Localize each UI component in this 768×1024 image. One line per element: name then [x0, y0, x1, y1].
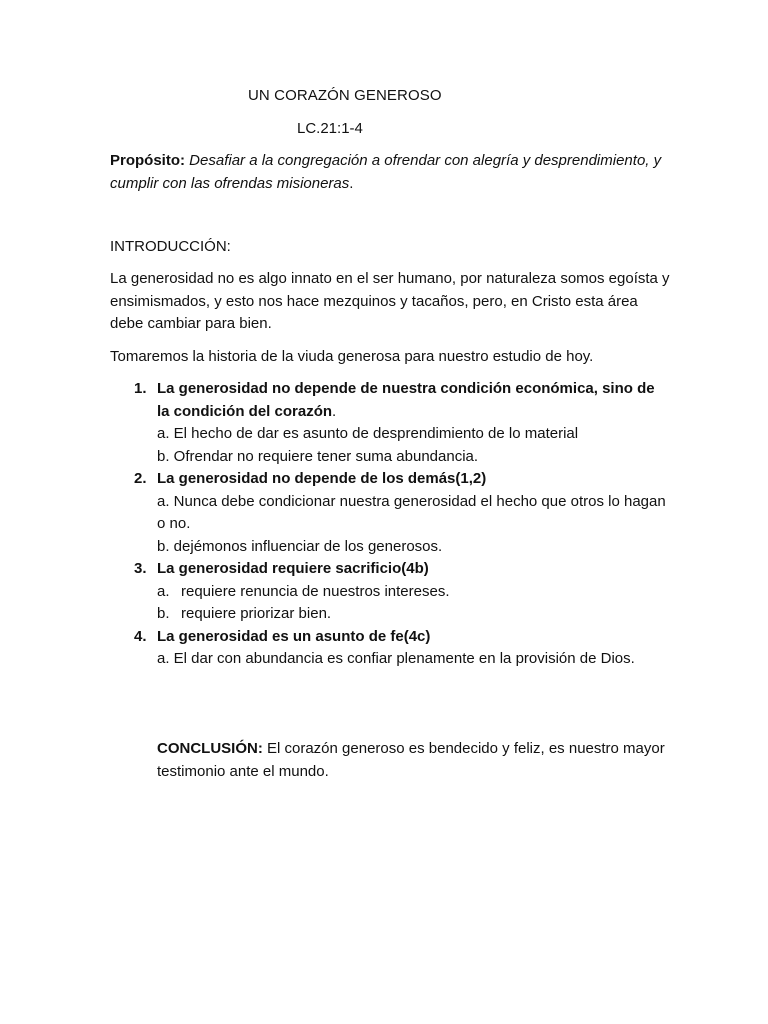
point-title: La generosidad no depende de los demás(1,2)	[157, 470, 487, 487]
purpose-label: Propósito:	[110, 152, 185, 169]
purpose-period: .	[349, 174, 354, 192]
conclusion-paragraph	[157, 738, 672, 783]
point-number: 3.	[134, 560, 147, 577]
list-item	[110, 468, 670, 558]
list-item	[110, 626, 670, 671]
sub-item	[157, 603, 670, 626]
sub-item: a. El hecho de dar es asunto de desprendimiento de lo material	[157, 425, 579, 442]
list-item	[110, 558, 670, 626]
sub-item: b. dejémonos influenciar de los generosos.	[157, 537, 443, 555]
intro-sentence: Tomaremos la historia de la viuda generosa para nuestro estudio de hoy.	[110, 348, 594, 365]
point-title: La generosidad requiere sacrificio(4b)	[157, 560, 429, 577]
sub-item: a. El dar con abundancia es confiar plenamente en la provisión de Dios.	[157, 650, 635, 667]
introduction-paragraph: La generosidad no es algo innato en el ser humano, por naturaleza somos egoísta y ensimismados, y esto nos hace mezquinos y tacaños, pero, en Cristo esta área debe cambiar para bien.	[110, 270, 670, 332]
conclusion-label: CONCLUSIÓN:	[157, 740, 263, 757]
sub-item: b. Ofrendar no requiere tener suma abundancia.	[157, 447, 479, 465]
scripture-reference: LC.21:1-4	[297, 120, 363, 137]
sub-item-text: requiere renuncia de nuestros intereses.	[181, 582, 450, 600]
purpose-text: Desafiar a la congregación a ofrendar con alegría y desprendimiento, y cumplir con las ofrendas misioneras	[110, 152, 662, 192]
sub-item-text: requiere priorizar bien.	[181, 605, 332, 622]
point-title-end: .	[332, 402, 337, 420]
point-title: La generosidad no depende de nuestra condición económica, sino de la condición del corazón	[157, 380, 655, 420]
purpose-paragraph	[110, 150, 670, 195]
introduction-heading: INTRODUCCIÓN:	[110, 238, 231, 255]
sub-item: a. Nunca debe condicionar nuestra generosidad el hecho que otros lo hagan o no.	[157, 492, 666, 532]
sub-item	[157, 581, 670, 604]
document-title: UN CORAZÓN GENEROSO	[248, 87, 442, 104]
conclusion-text: El corazón generoso es bendecido y feliz, es nuestro mayor testimonio ante el mundo.	[157, 740, 665, 780]
sub-item-letter: a.	[157, 582, 170, 600]
point-title: La generosidad es un asunto de fe(4c)	[157, 627, 431, 645]
point-number: 1.	[134, 380, 147, 397]
list-item	[110, 378, 670, 468]
point-number: 2.	[134, 470, 147, 487]
point-number: 4.	[134, 627, 147, 645]
points-list	[110, 378, 670, 671]
sub-item-letter: b.	[157, 605, 170, 622]
